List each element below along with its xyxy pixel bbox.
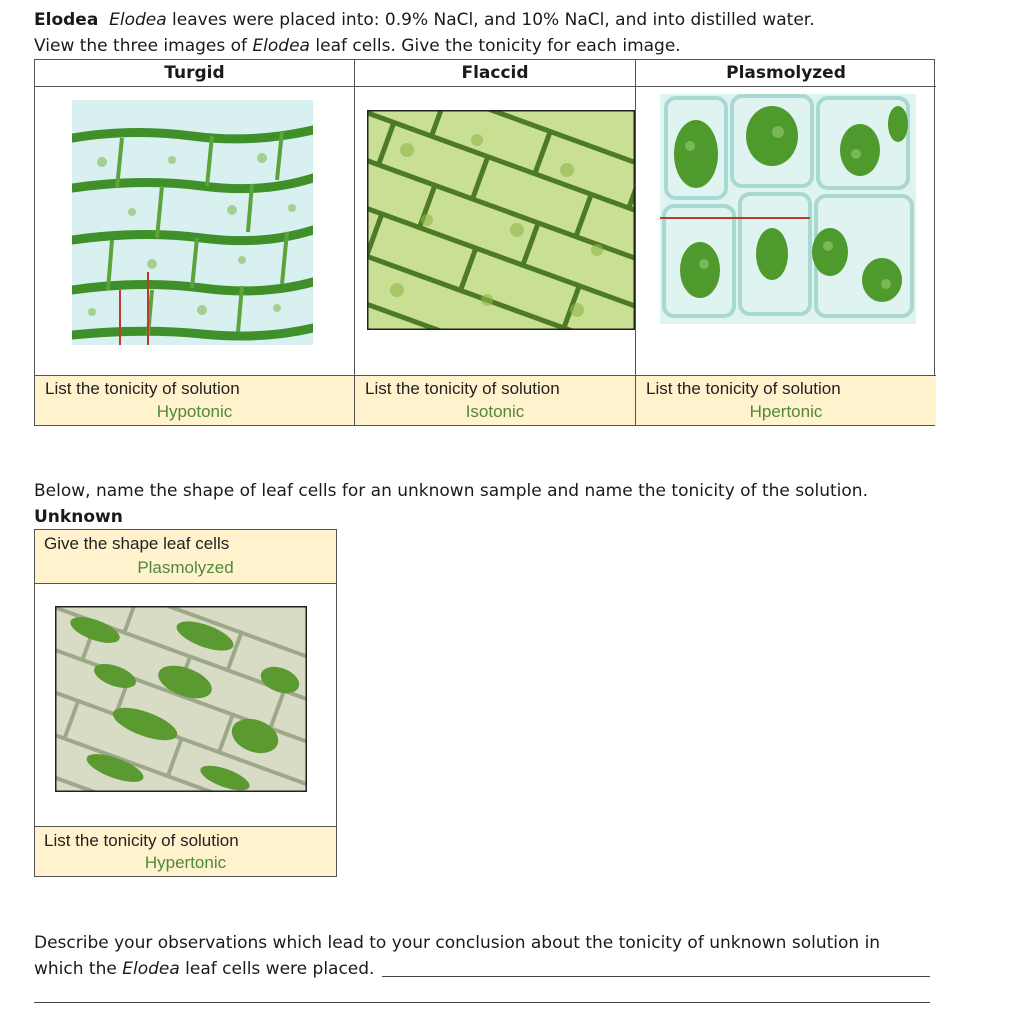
unknown-heading: Unknown (34, 507, 123, 527)
describe-line2-a: which the (34, 959, 123, 979)
flaccid-answer-cell (355, 375, 635, 425)
tonicity-prompt: List the tonicity of solution (365, 379, 560, 398)
unknown-instructions: Below, name the shape of leaf cells for an unknown sample and name the tonicity of the solution. (34, 481, 868, 501)
intro-title-italic: Elodea (109, 10, 167, 30)
tonicity-table (34, 59, 935, 426)
tonicity-answer[interactable]: Hypotonic (156, 402, 233, 421)
tonicity-answer[interactable]: Hpertonic (749, 402, 823, 421)
tonicity-answer[interactable]: Hypertonic (144, 853, 227, 872)
column-flaccid (355, 60, 636, 425)
plasmolyzed-answer-cell (636, 375, 936, 425)
describe-line2 (34, 958, 374, 980)
tonicity-prompt: List the tonicity of solution (646, 379, 841, 398)
column-plasmolyzed (636, 60, 936, 425)
plasmolyzed-micrograph (660, 94, 916, 324)
unknown-tonicity-cell (35, 826, 336, 876)
column-header: Turgid (35, 60, 354, 87)
describe-line2-italic: Elodea (122, 959, 180, 979)
intro-instruction (34, 35, 681, 57)
intro-instruction-italic: Elodea (252, 36, 310, 56)
shape-answer[interactable]: Plasmolyzed (137, 558, 234, 577)
intro-instruction-b: leaf cells. Give the tonicity for each image. (309, 36, 681, 56)
unknown-table (34, 529, 337, 877)
intro-instruction-a: View the three images of (34, 36, 253, 56)
answer-blank-line-1[interactable] (382, 976, 930, 977)
intro-title-bold: Elodea (34, 10, 99, 30)
tonicity-answer[interactable]: Isotonic (465, 402, 525, 421)
shape-answer-cell (35, 530, 336, 584)
describe-line1: Describe your observations which lead to your conclusion about the tonicity of unknown solution in (34, 933, 881, 953)
tonicity-prompt: List the tonicity of solution (44, 831, 239, 850)
column-header: Flaccid (355, 60, 635, 87)
describe-line2-b: leaf cells were placed. (179, 959, 375, 979)
unknown-micrograph (55, 606, 307, 792)
intro-title-rest: leaves were placed into: 0.9% NaCl, and 10% NaCl, and into distilled water. (166, 10, 815, 30)
flaccid-micrograph (367, 110, 635, 330)
column-turgid (35, 60, 355, 425)
tonicity-prompt: List the tonicity of solution (45, 379, 240, 398)
turgid-micrograph (72, 100, 313, 345)
column-header: Plasmolyzed (636, 60, 936, 87)
turgid-answer-cell (35, 375, 354, 425)
shape-prompt: Give the shape leaf cells (44, 534, 230, 553)
answer-blank-line-2[interactable] (34, 1002, 930, 1003)
intro-title (34, 9, 815, 31)
